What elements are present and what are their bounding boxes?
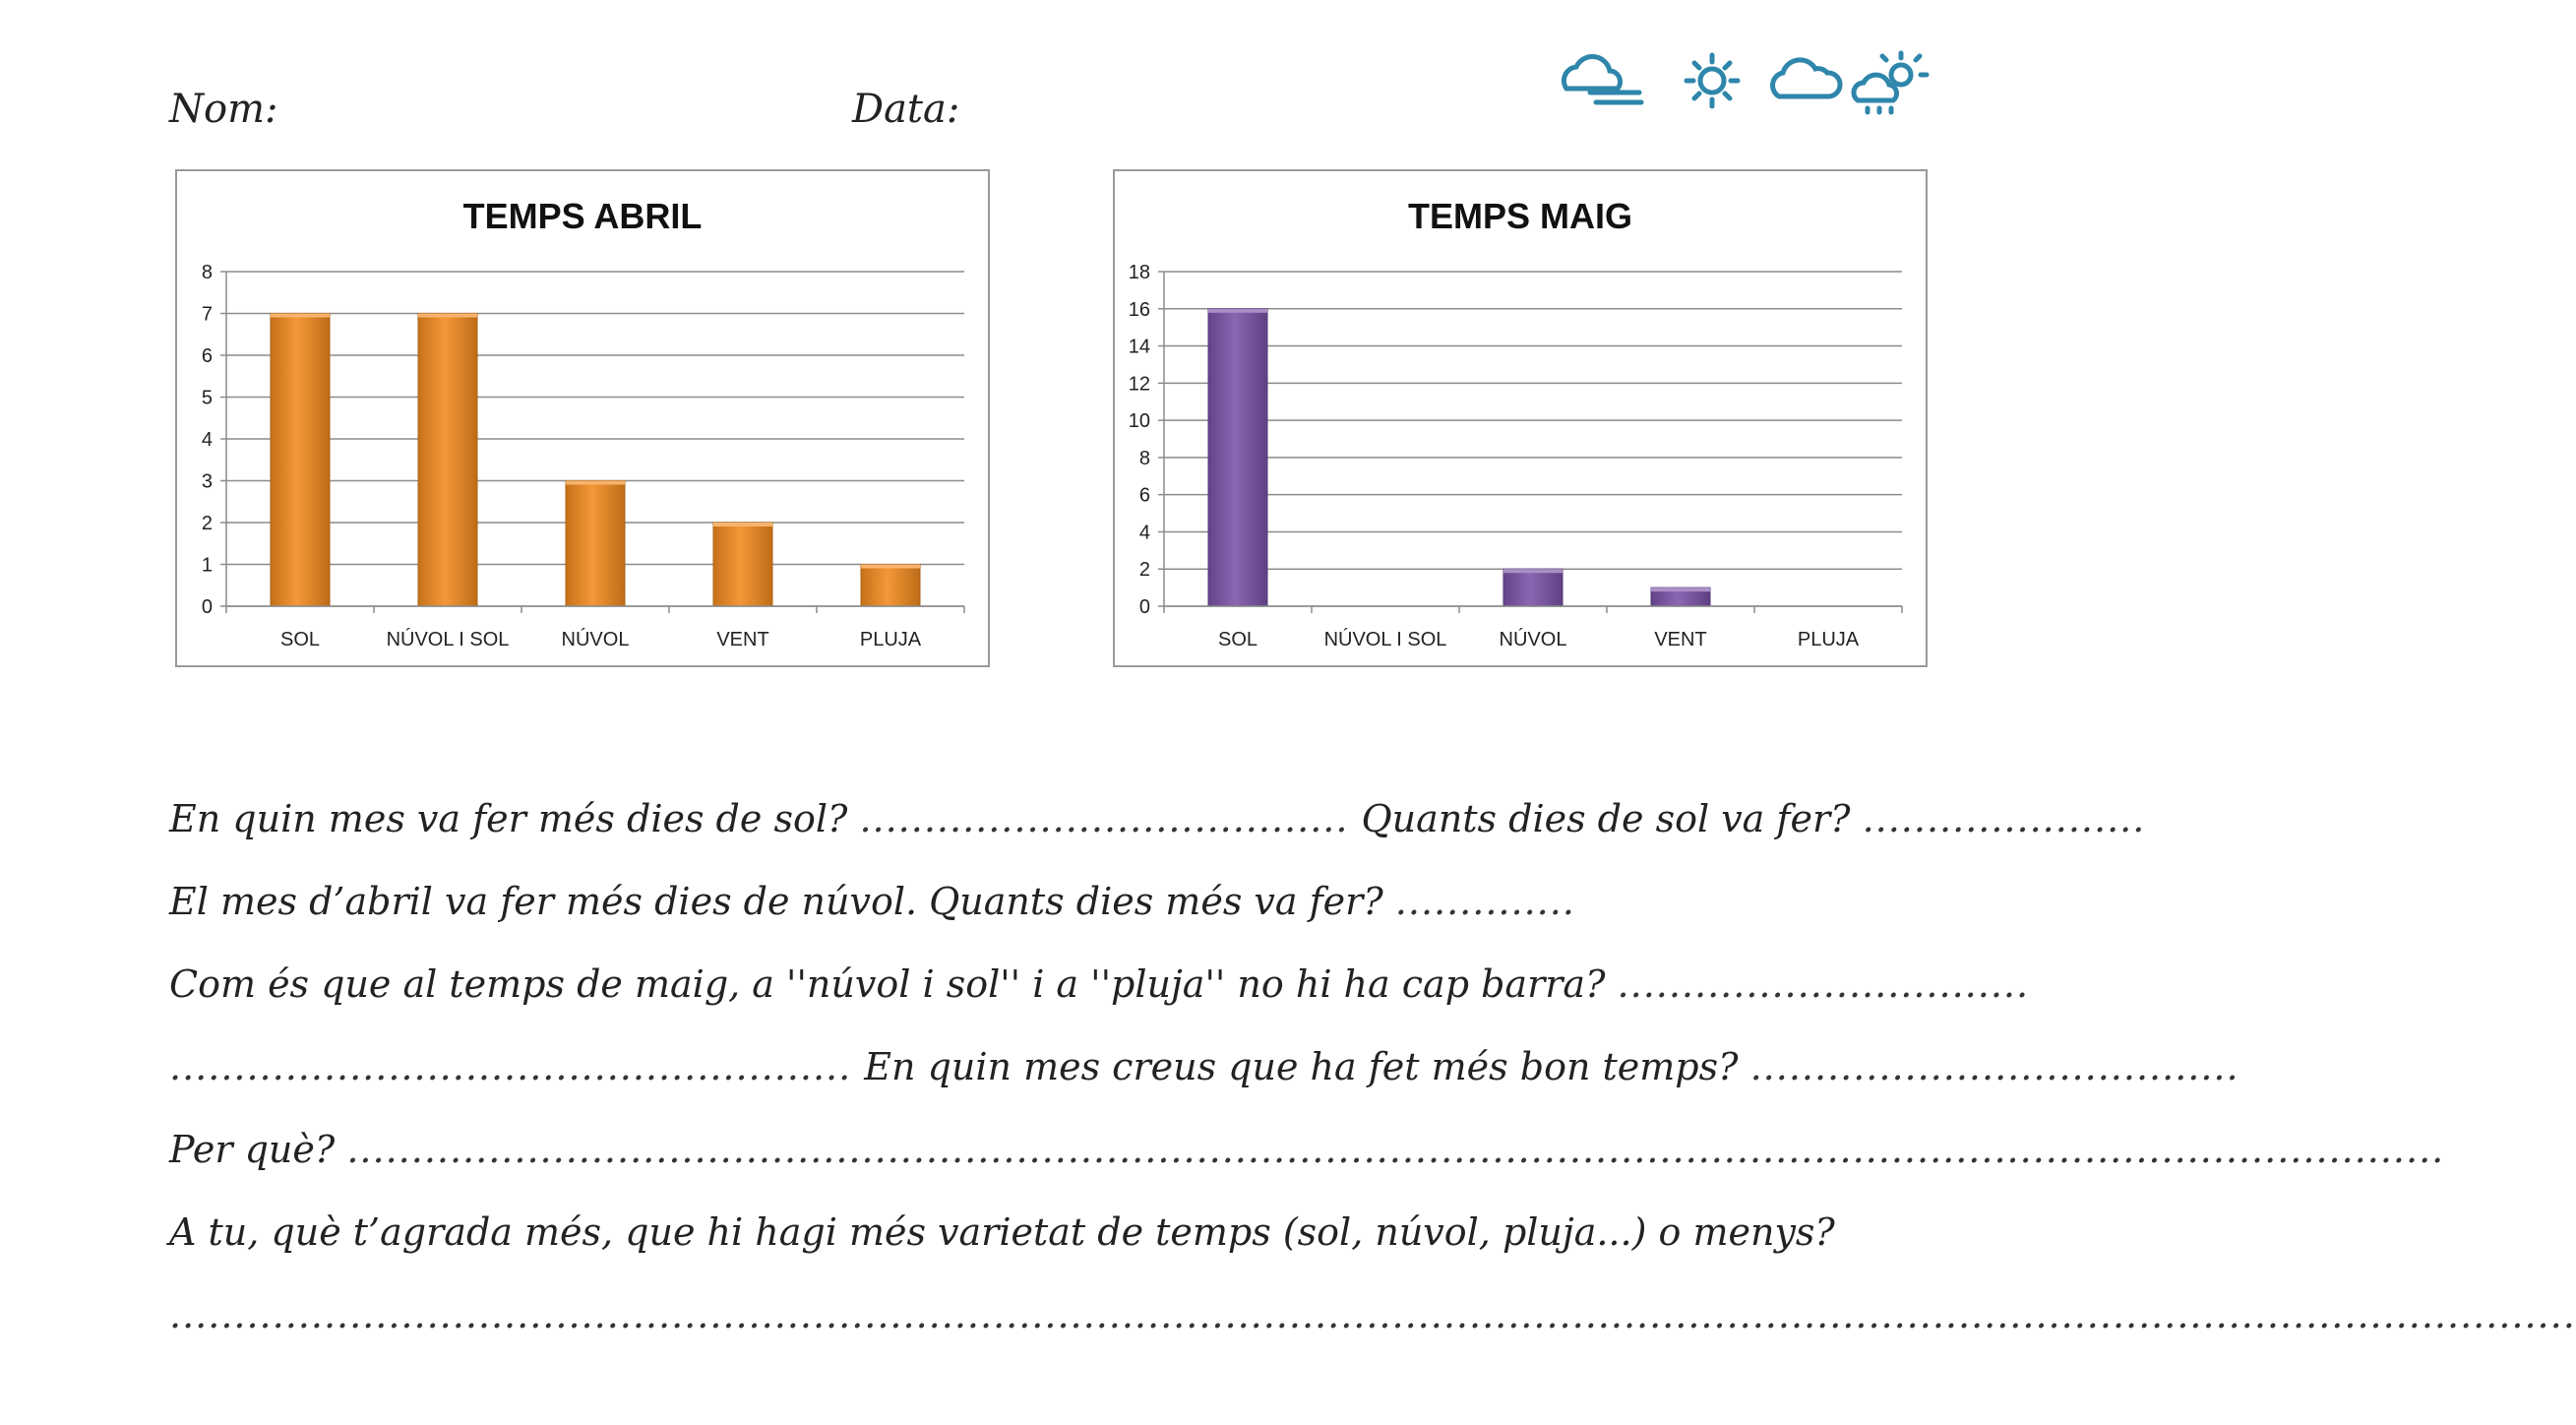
chart-april bbox=[175, 169, 990, 667]
y-tick-label: 1 bbox=[201, 554, 213, 577]
bar-top-highlight bbox=[713, 523, 772, 527]
answer-dots: ...................................... bbox=[859, 797, 1362, 840]
x-tick-label: NÚVOL bbox=[1499, 629, 1567, 651]
chart-april-svg bbox=[177, 171, 988, 665]
bar-top-highlight bbox=[1651, 588, 1710, 591]
y-tick-label: 12 bbox=[1128, 373, 1150, 396]
questions bbox=[169, 777, 2576, 1356]
bar-top-highlight bbox=[1503, 569, 1563, 573]
x-tick-label: SOL bbox=[279, 629, 321, 651]
date-label: Data: bbox=[852, 87, 960, 132]
question-text: En quin mes creus que ha fet més bon temps? bbox=[864, 1045, 1750, 1088]
y-tick-label: 4 bbox=[201, 429, 213, 451]
weather-icons bbox=[1555, 49, 1948, 118]
bar-sol bbox=[271, 314, 330, 607]
bar-vent bbox=[713, 523, 772, 606]
x-tick-label: VENT bbox=[1654, 629, 1707, 651]
x-tick-label: SOL bbox=[1217, 629, 1258, 651]
question-line bbox=[169, 860, 1921, 943]
question-text: Per què? bbox=[169, 1128, 347, 1171]
bar-núvol bbox=[1503, 569, 1563, 606]
bar-sol bbox=[1208, 309, 1267, 606]
cloud-icon bbox=[1773, 60, 1841, 96]
bar-top-highlight bbox=[566, 481, 625, 485]
answer-dots: ...................... bbox=[1862, 797, 2146, 840]
question-line bbox=[169, 1191, 1921, 1273]
y-tick-label: 6 bbox=[201, 345, 213, 367]
x-tick-label: VENT bbox=[716, 629, 769, 651]
chart-may-svg bbox=[1115, 171, 1926, 665]
y-tick-label: 0 bbox=[1138, 596, 1150, 618]
y-tick-label: 8 bbox=[1138, 447, 1150, 469]
y-tick-label: 16 bbox=[1128, 298, 1150, 321]
answer-dots: .............. bbox=[1394, 880, 1575, 923]
bar-top-highlight bbox=[861, 565, 920, 569]
bar-top-highlight bbox=[418, 314, 477, 318]
question-text: Com és que al temps de maig, a ''núvol i sol'' i a ''pluja'' no hi ha cap barra? bbox=[169, 962, 1618, 1006]
y-tick-label: 5 bbox=[201, 387, 213, 409]
chart-title: TEMPS ABRIL bbox=[462, 196, 703, 236]
answer-dots: ................................ bbox=[1617, 962, 2030, 1006]
y-tick-label: 6 bbox=[1138, 484, 1150, 507]
question-text: Quants dies de sol va fer? bbox=[1361, 797, 1863, 840]
y-tick-label: 10 bbox=[1128, 410, 1150, 433]
y-tick-label: 3 bbox=[201, 470, 213, 493]
x-tick-label: NÚVOL I SOL bbox=[386, 629, 510, 651]
question-line bbox=[169, 1108, 2445, 1191]
answer-dots: ........................................................................................................................................................................................... bbox=[169, 1293, 2576, 1336]
answer-dots: ................................................................................................................................................................... bbox=[346, 1128, 2445, 1171]
y-tick-label: 4 bbox=[1138, 522, 1150, 544]
y-tick-label: 18 bbox=[1128, 262, 1150, 283]
x-tick-label: PLUJA bbox=[859, 629, 922, 651]
x-tick-label: NÚVOL I SOL bbox=[1323, 629, 1447, 651]
y-tick-label: 0 bbox=[201, 596, 213, 618]
answer-dots: ..................................................... bbox=[169, 1045, 865, 1088]
chart-title: TEMPS MAIG bbox=[1407, 196, 1633, 236]
bar-núvol bbox=[566, 481, 625, 607]
fog-cloud-icon bbox=[1564, 57, 1641, 102]
question-text: El mes d’abril va fer més dies de núvol. Quants dies més va fer? bbox=[169, 880, 1395, 923]
y-tick-label: 14 bbox=[1128, 336, 1150, 358]
question-line bbox=[169, 1273, 2576, 1356]
bar-top-highlight bbox=[1208, 309, 1267, 313]
sun-icon bbox=[1687, 55, 1738, 106]
bar-top-highlight bbox=[271, 314, 330, 318]
question-text: En quin mes va fer més dies de sol? bbox=[169, 797, 860, 840]
x-tick-label: PLUJA bbox=[1797, 629, 1860, 651]
y-tick-label: 8 bbox=[201, 262, 213, 283]
question-line bbox=[169, 777, 2146, 860]
x-tick-label: NÚVOL bbox=[561, 629, 630, 651]
y-tick-label: 7 bbox=[201, 303, 213, 326]
name-label: Nom: bbox=[169, 87, 278, 132]
y-tick-label: 2 bbox=[1138, 559, 1150, 582]
bar-pluja bbox=[861, 565, 920, 607]
question-line bbox=[169, 1025, 2239, 1108]
bar-núvol-i-sol bbox=[418, 314, 477, 607]
y-tick-label: 2 bbox=[201, 513, 213, 534]
answer-dots: ...................................... bbox=[1749, 1045, 2239, 1088]
question-text: A tu, què t’agrada més, que hi hagi més varietat de temps (sol, núvol, pluja...) o menys? bbox=[169, 1210, 1835, 1254]
sun-cloud-rain-icon bbox=[1854, 53, 1927, 112]
chart-may bbox=[1113, 169, 1928, 667]
question-line bbox=[169, 943, 2030, 1025]
